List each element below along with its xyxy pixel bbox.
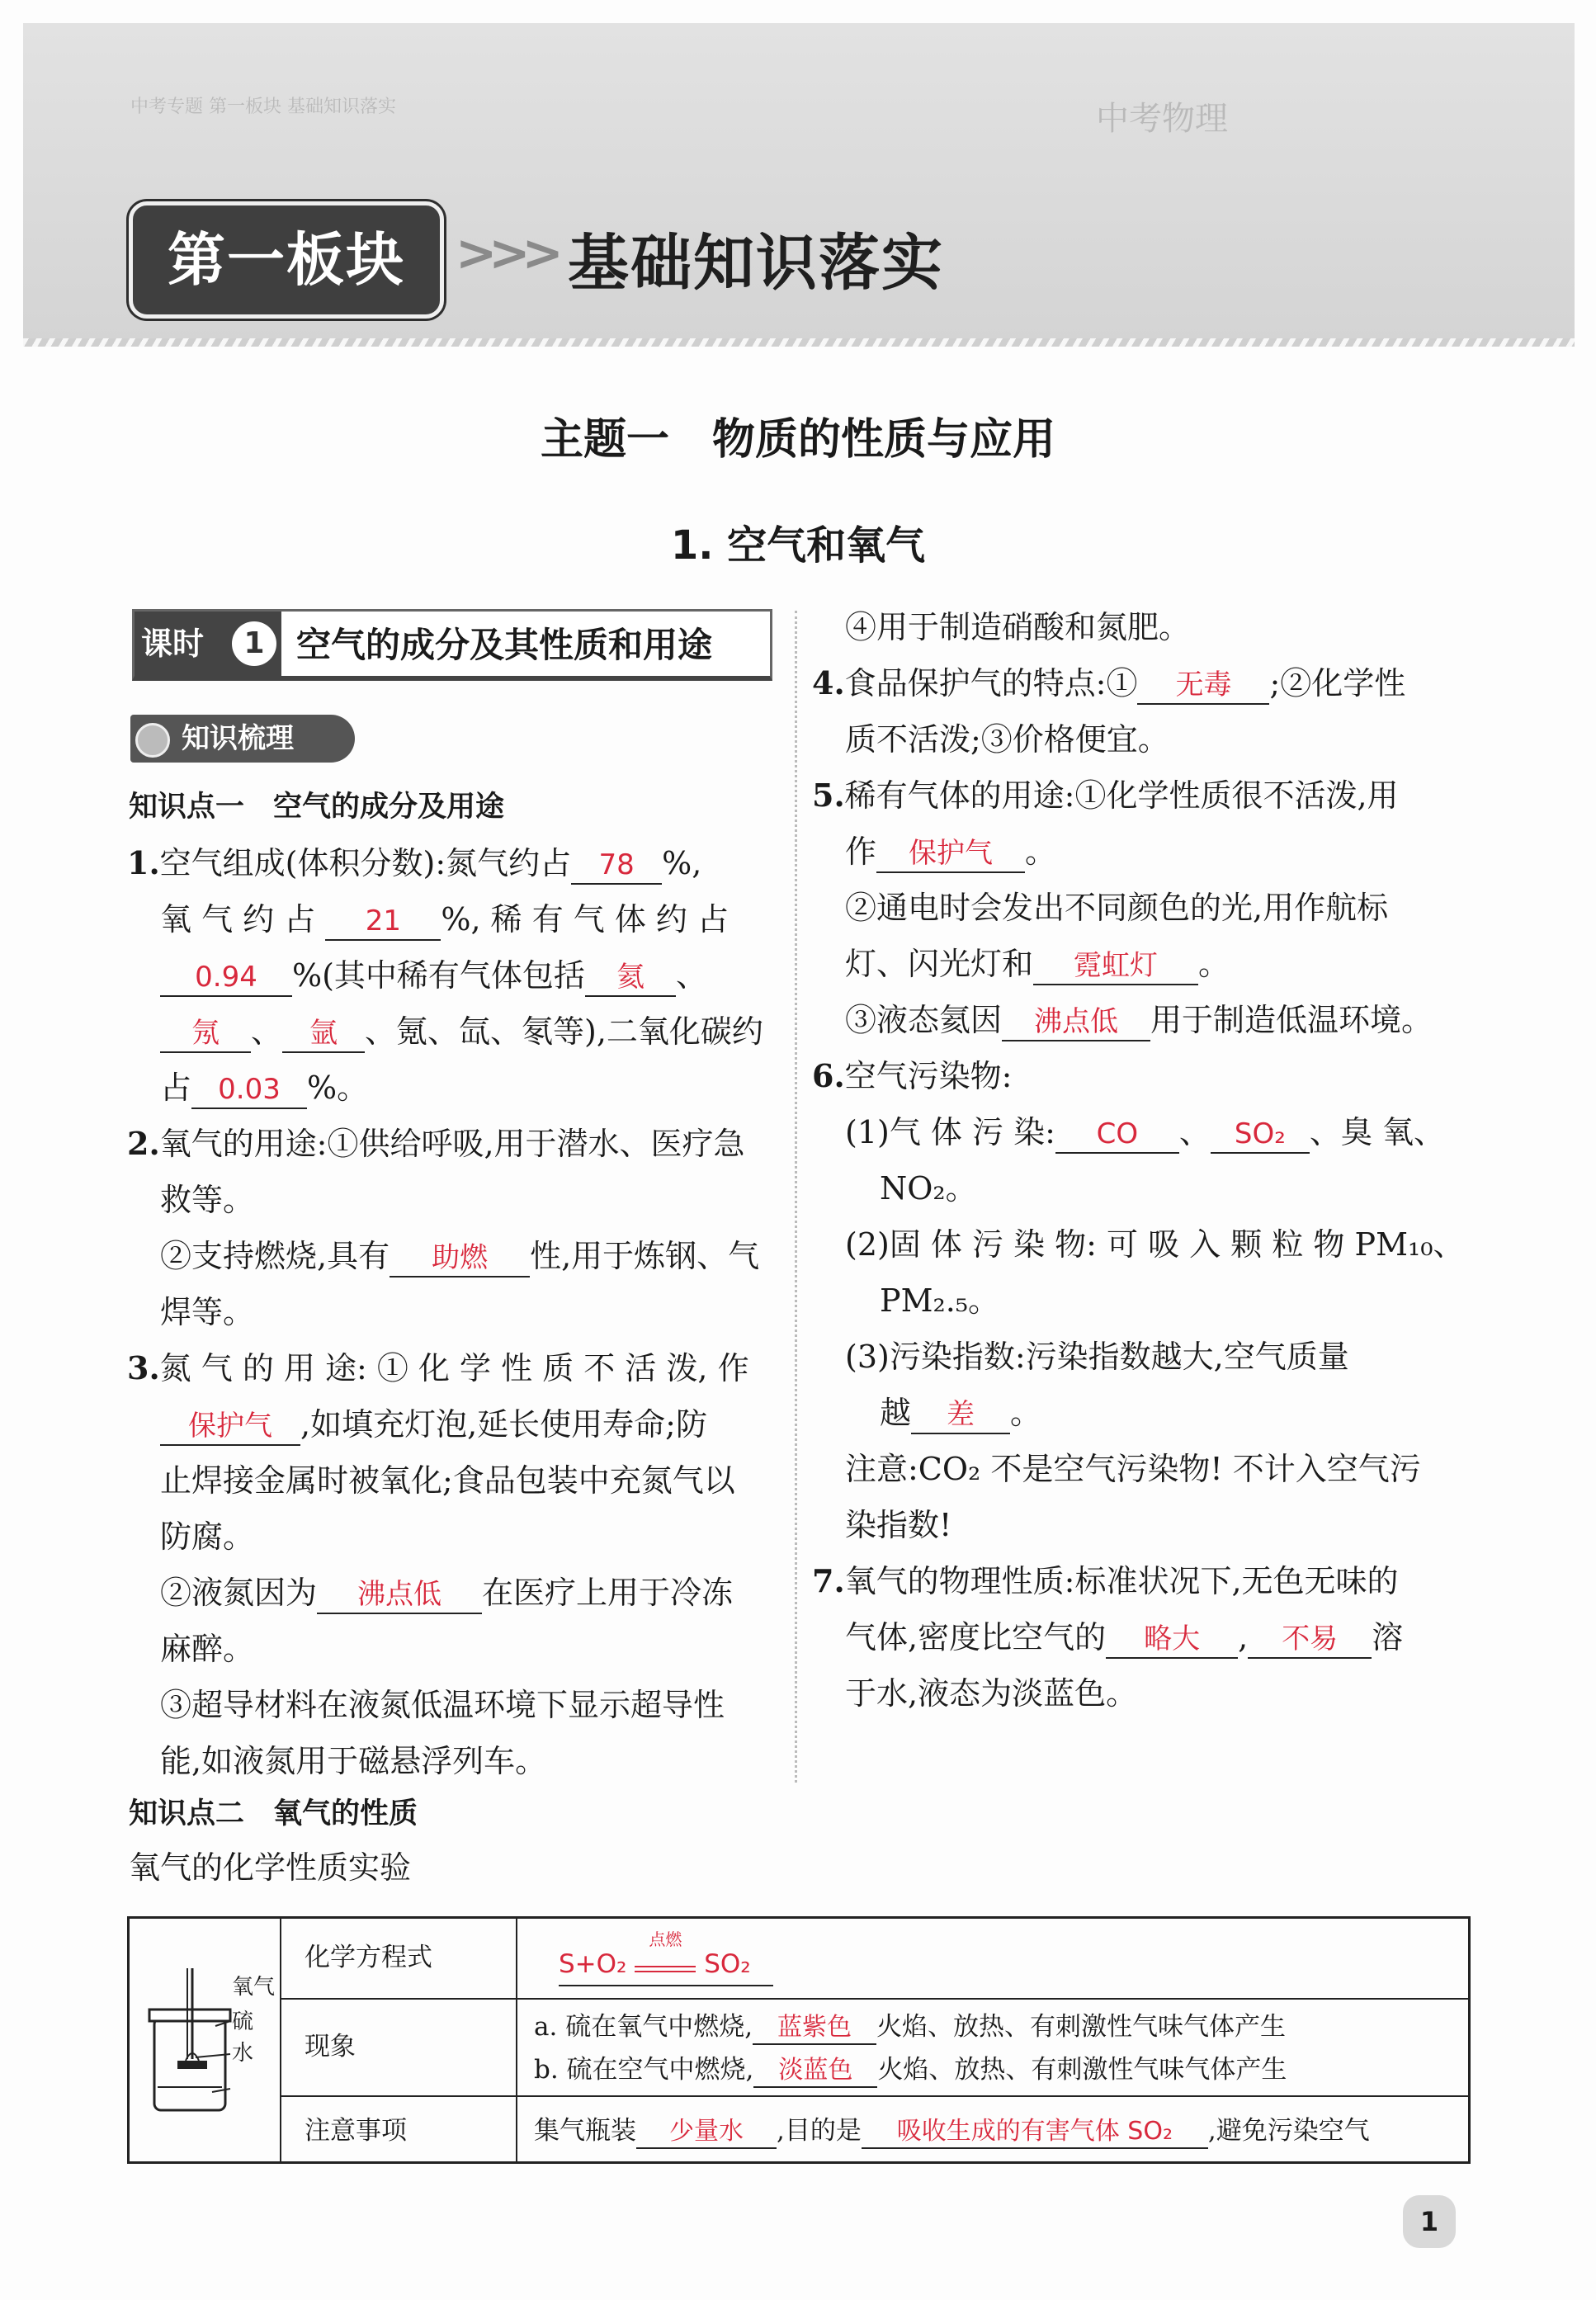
- q6-line-3: NO₂。: [880, 1170, 977, 1207]
- q1-answer-oxygen: 21: [325, 903, 441, 941]
- phenomenon-a-pre: a. 硫在氧气中燃烧,: [534, 2012, 753, 2042]
- chevrons-icon: >>>: [456, 224, 555, 282]
- lesson-header: [132, 609, 772, 681]
- q3-text-a: 氮 气 的 用 途: ① 化 学 性 质 不 活 泼, 作: [159, 1350, 749, 1386]
- bullet-icon: [135, 723, 170, 758]
- q7-text-c: ,: [1238, 1619, 1249, 1655]
- q2-number: 2.: [127, 1125, 160, 1162]
- q6-line-4: (2)固 体 污 染 物: 可 吸 入 颗 粒 物 PM₁₀、: [845, 1226, 1465, 1263]
- q2-line-3: [127, 1228, 779, 1284]
- q1-line-4: [127, 1004, 779, 1060]
- q7-text-b: 气体,密度比空气的: [845, 1619, 1107, 1655]
- q6-answer-1: CO: [1055, 1116, 1179, 1154]
- knowledge-point-2-subtitle: 氧气的化学性质实验: [129, 1849, 412, 1886]
- q1-text-a: 空气组成(体积分数):氮气约占: [159, 845, 572, 881]
- q1-text-j: 占: [160, 1070, 192, 1106]
- q6-note-1: 注意:CO₂ 不是空气污染物! 不计入空气污: [845, 1451, 1421, 1487]
- experiment-table: [127, 1916, 1471, 2164]
- q5-line-4: [812, 936, 1472, 992]
- q6-text-d: 、臭 氧、: [1309, 1114, 1445, 1150]
- q1-text-e: %, 稀 有 气 体 约 占: [441, 901, 730, 937]
- q1-number: 1.: [127, 844, 160, 881]
- q6-note-2: 染指数!: [845, 1507, 952, 1543]
- q3-number: 3.: [127, 1349, 160, 1386]
- label-oxygen: 氧气: [232, 1975, 276, 2000]
- q5-answer-3: 沸点低: [1002, 1004, 1150, 1041]
- knowledge-sort-label: [130, 715, 355, 763]
- q1-line-3: [127, 947, 779, 1004]
- q1-text-f: %(其中稀有气体包括: [292, 957, 585, 994]
- q6-answer-3: 差: [911, 1396, 1010, 1434]
- q2-text-a: 氧气的用途:①供给呼吸,用于潜水、医疗急: [159, 1126, 745, 1162]
- q6-answer-2: SO₂: [1211, 1116, 1310, 1154]
- q2-text-d: 性,用于炼钢、气: [530, 1238, 760, 1274]
- knowledge-point-1-title: 知识点一 空气的成分及用途: [129, 791, 505, 824]
- equation-arrow: [635, 1929, 696, 1972]
- q3-text-b: ,如填充灯泡,延长使用寿命;防: [300, 1406, 707, 1443]
- phenomenon-a-post: 火焰、放热、有刺激性气味气体产生: [876, 2012, 1287, 2042]
- q3-line-8: 能,如液氮用于磁悬浮列车。: [160, 1743, 547, 1779]
- q4-text-b: ;②化学性: [1269, 665, 1406, 701]
- q5-answer-1: 保护气: [876, 835, 1025, 873]
- q5-text-h: 用于制造低温环境。: [1150, 1002, 1433, 1038]
- q1-text-k: %。: [307, 1070, 369, 1106]
- q4-answer: 无毒: [1137, 667, 1269, 705]
- block-badge: 第一板块: [129, 201, 444, 319]
- phenomenon-b: [534, 2049, 1287, 2090]
- banner-stripe: [23, 338, 1575, 347]
- q3-text-e: ②液氮因为: [160, 1575, 318, 1611]
- q7-line-3: 于水,液态为淡蓝色。: [845, 1675, 1138, 1712]
- table-divider: [280, 2095, 1468, 2097]
- q6-line-2: [812, 1104, 1472, 1160]
- q7-answer-1: 略大: [1106, 1621, 1238, 1659]
- q6-text-b: (1)气 体 污 染:: [845, 1114, 1055, 1150]
- q5-text-e: 灯、闪光灯和: [845, 946, 1034, 982]
- column-divider: [795, 611, 797, 1783]
- table-divider: [280, 1919, 281, 2161]
- q5-text-g: ③液态氦因: [845, 1002, 1003, 1038]
- lesson-tag-label: 课时: [141, 626, 205, 662]
- q6-line-6: (3)污染指数:污染指数越大,空气质量: [845, 1339, 1349, 1375]
- q1-text-c: %,: [662, 845, 702, 881]
- q7-text-a: 氧气的物理性质:标准状况下,无色无味的: [844, 1563, 1399, 1599]
- q5-text-f: 。: [1198, 946, 1230, 982]
- q6-number: 6.: [812, 1057, 845, 1094]
- q1-answer-argon: 氩: [282, 1015, 365, 1053]
- row-label-phenomenon: 现象: [305, 2032, 356, 2061]
- q1-text-i: 、氪、氙、氡等),二氧化碳约: [365, 1013, 763, 1050]
- phenomenon-b-answer: 淡蓝色: [753, 2055, 877, 2088]
- q6-line-1: [812, 1048, 1472, 1104]
- q4-number: 4.: [812, 664, 845, 701]
- q1-text-d: 氧 气 约 占: [160, 901, 316, 937]
- notes-pre: 集气瓶装: [534, 2116, 636, 2146]
- notes: [534, 2110, 1370, 2151]
- q6-text-a: 空气污染物:: [844, 1058, 1013, 1094]
- q7-answer-2: 不易: [1248, 1621, 1372, 1659]
- phenomenon-a: [534, 2006, 1286, 2047]
- q2-line-4: 焊等。: [160, 1294, 255, 1330]
- q5-answer-2: 霓虹灯: [1033, 947, 1198, 985]
- q3-line-6: 麻醉。: [160, 1631, 255, 1667]
- lesson-name: 空气的成分及其性质和用途: [296, 625, 713, 665]
- q7-line-2: [812, 1609, 1472, 1665]
- q3-line-4: 防腐。: [160, 1518, 255, 1555]
- knowledge-point-2-title: 知识点二 氧气的性质: [129, 1797, 418, 1830]
- q3-line-2: [127, 1396, 779, 1452]
- equation-right: SO₂: [704, 1949, 751, 1979]
- q4-line-2: 质不活泼;③价格便宜。: [845, 721, 1169, 758]
- q4-text-a: 食品保护气的特点:①: [844, 665, 1138, 701]
- notes-mid: ,目的是: [777, 2116, 862, 2146]
- q5-line-3: ②通电时会发出不同颜色的光,用作航标: [845, 890, 1389, 926]
- knowledge-sort-text: 知识梳理: [182, 722, 294, 755]
- q2-line-1: [127, 1116, 779, 1172]
- q7-text-d: 溶: [1372, 1619, 1404, 1655]
- q1-answer-noble-gas: 0.94: [160, 959, 292, 997]
- q1-text-h: 、: [251, 1013, 283, 1050]
- q6-line-7: [812, 1385, 1472, 1441]
- lesson-number-badge: 1: [232, 621, 276, 666]
- q2-answer: 助燃: [390, 1240, 530, 1278]
- q1-line-2: [127, 891, 779, 947]
- q1-line-1: [127, 835, 779, 891]
- equation-condition: 点燃: [649, 1929, 682, 1949]
- notes-post: ,避免污染空气: [1207, 2116, 1370, 2146]
- phenomenon-b-pre: b. 硫在空气中燃烧,: [534, 2055, 754, 2085]
- q5-line-1: [812, 767, 1472, 824]
- q1-line-5: [127, 1060, 779, 1116]
- left-column: [127, 835, 779, 1789]
- banner-ghost-text-right: 中考物理: [1096, 100, 1228, 138]
- table-divider: [280, 1998, 1468, 2000]
- q4-line-1: [812, 655, 1472, 711]
- q7-number: 7.: [812, 1562, 845, 1599]
- q3-text-f: 在医疗上用于冷冻: [482, 1575, 734, 1611]
- row-label-notes: 注意事项: [305, 2116, 407, 2146]
- row-label-equation: 化学方程式: [305, 1943, 432, 1972]
- q2-line-2: 救等。: [160, 1182, 255, 1218]
- q6-line-5: PM₂.₅。: [880, 1282, 1000, 1319]
- q5-text-b: 作: [845, 834, 877, 870]
- equation-left: S+O₂: [559, 1949, 627, 1979]
- lesson-tag: [135, 612, 281, 676]
- q1-answer-helium: 氦: [585, 959, 676, 997]
- q6-text-j: 。: [1010, 1395, 1042, 1431]
- section-title: 1. 空气和氧气: [670, 522, 926, 569]
- q6-text-c: 、: [1178, 1114, 1211, 1150]
- phenomenon-a-answer: 蓝紫色: [753, 2012, 876, 2045]
- q3-answer-1: 保护气: [160, 1408, 300, 1446]
- banner-ghost-text-left: 中考专题 第一板块 基础知识落实: [130, 97, 396, 117]
- q3-line-7: ③超导材料在液氮低温环境下显示超导性: [160, 1687, 725, 1723]
- theme-title: 主题一 物质的性质与应用: [540, 415, 1055, 465]
- notes-answer-1: 少量水: [636, 2116, 777, 2149]
- q3-answer-2: 沸点低: [317, 1576, 482, 1614]
- right-column: [812, 599, 1472, 1721]
- label-sulfur: 硫: [232, 2010, 254, 2034]
- q3-tail: ④用于制造硝酸和氮肥。: [845, 609, 1191, 645]
- block-title: 基础知识落实: [568, 228, 944, 299]
- q1-answer-neon: 氖: [160, 1015, 251, 1053]
- q7-line-1: [812, 1553, 1472, 1609]
- equation: [559, 1929, 773, 1986]
- table-divider: [516, 1919, 517, 2161]
- page-number: 1: [1403, 2195, 1456, 2248]
- q5-text-a: 稀有气体的用途:①化学性质很不活泼,用: [844, 777, 1399, 814]
- q3-line-5: [127, 1565, 779, 1621]
- label-water: 水: [232, 2041, 254, 2066]
- q5-line-2: [812, 824, 1472, 880]
- q6-text-i: 越: [880, 1395, 912, 1431]
- notes-answer-2: 吸收生成的有害气体 SO₂: [862, 2116, 1208, 2149]
- q1-text-g: 、: [675, 957, 707, 994]
- q1-answer-nitrogen: 78: [571, 847, 662, 885]
- q2-text-c: ②支持燃烧,具有: [160, 1238, 390, 1274]
- q5-text-c: 。: [1025, 834, 1057, 870]
- q3-line-1: [127, 1340, 779, 1396]
- phenomenon-b-post: 火焰、放热、有刺激性气味气体产生: [877, 2055, 1287, 2085]
- q5-line-5: [812, 992, 1472, 1048]
- q5-number: 5.: [812, 777, 845, 814]
- q3-line-3: 止焊接金属时被氧化;食品包装中充氮气以: [160, 1462, 735, 1499]
- q1-answer-co2: 0.03: [191, 1071, 307, 1109]
